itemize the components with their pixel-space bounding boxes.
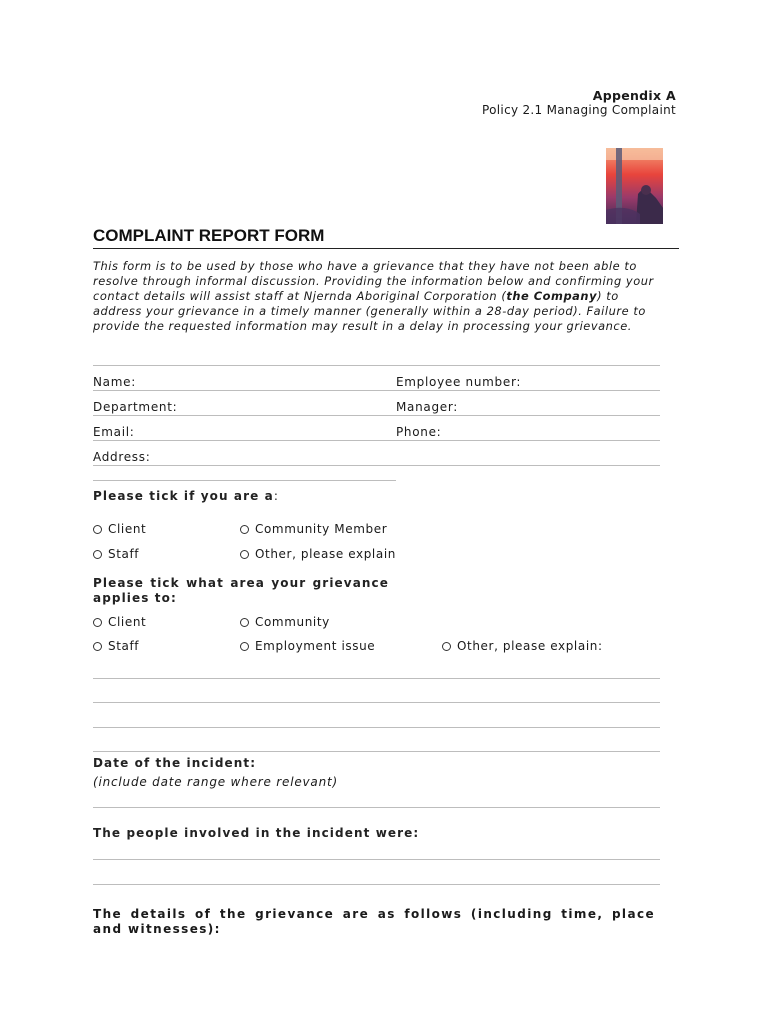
radio-circle-icon[interactable]: [93, 525, 102, 534]
people-line-2[interactable]: [93, 884, 660, 885]
address-field-line-2[interactable]: [93, 480, 396, 481]
area-heading: Please tick what area your grievance applies to:: [93, 576, 389, 605]
area-client-option[interactable]: [93, 615, 146, 629]
area-community-option[interactable]: [240, 615, 330, 629]
explain-line-3[interactable]: [93, 727, 660, 728]
email-field-line[interactable]: [93, 440, 660, 441]
people-line-1[interactable]: [93, 859, 660, 860]
you-are-other-option[interactable]: [240, 547, 396, 561]
option-label: Employment issue: [255, 639, 376, 653]
form-title: COMPLAINT REPORT FORM: [93, 226, 325, 245]
radio-circle-icon[interactable]: [240, 618, 249, 627]
organisation-logo-image: [606, 148, 663, 224]
you-are-heading: [93, 489, 279, 504]
area-other-option[interactable]: [442, 639, 603, 653]
divider: [93, 365, 660, 366]
employee-number-label: Employee number:: [396, 375, 522, 389]
name-label: Name:: [93, 375, 136, 389]
intro-company: the Company: [506, 289, 598, 303]
you-are-heading-colon: :: [273, 489, 280, 503]
radio-circle-icon[interactable]: [240, 642, 249, 651]
you-are-heading-text: Please tick if you are a: [93, 489, 274, 503]
intro-text-part1: This form is to be used by those who have a grievance that they have not been able to resolve through informal discussion. Providing the information below and confirming your contact details will assist staff at Njernda Aboriginal Corporation (: [93, 259, 654, 303]
email-label: Email:: [93, 425, 135, 439]
option-label: Staff: [108, 639, 140, 653]
phone-label: Phone:: [396, 425, 442, 439]
address-label: Address:: [93, 450, 151, 464]
you-are-staff-option[interactable]: [93, 547, 139, 561]
intro-paragraph: [93, 259, 663, 334]
intro-text-part2: ) to address your grievance in a timely manner (generally within a 28-day period). Failure to provide the requested information may result in a delay in processing your grievance.: [93, 289, 646, 333]
option-label: Client: [108, 522, 147, 536]
radio-circle-icon[interactable]: [442, 642, 451, 651]
radio-circle-icon[interactable]: [240, 525, 249, 534]
option-label: Other, please explain: [255, 547, 396, 561]
policy-reference: Policy 2.1 Managing Complaint: [482, 103, 676, 117]
department-field-line[interactable]: [93, 415, 660, 416]
area-employment-issue-option[interactable]: [240, 639, 375, 653]
name-field-line[interactable]: [93, 390, 660, 391]
area-staff-option[interactable]: [93, 639, 139, 653]
explain-line-1[interactable]: [93, 678, 660, 679]
option-label: Staff: [108, 547, 140, 561]
option-label: Client: [108, 615, 147, 629]
explain-line-4[interactable]: [93, 751, 660, 752]
manager-label: Manager:: [396, 400, 459, 414]
radio-circle-icon[interactable]: [93, 618, 102, 627]
title-divider: [93, 248, 679, 249]
option-label: Community: [255, 615, 330, 629]
incident-date-heading: Date of the incident:: [93, 756, 257, 770]
details-heading: The details of the grievance are as follows (including time, place and witnesses):: [93, 907, 655, 936]
you-are-client-option[interactable]: [93, 522, 146, 536]
radio-circle-icon[interactable]: [93, 642, 102, 651]
appendix-title: Appendix A: [592, 88, 676, 103]
address-field-line[interactable]: [93, 465, 660, 466]
radio-circle-icon[interactable]: [240, 550, 249, 559]
you-are-community-member-option[interactable]: [240, 522, 387, 536]
explain-line-2[interactable]: [93, 702, 660, 703]
incident-date-line[interactable]: [93, 807, 660, 808]
option-label: Community Member: [255, 522, 388, 536]
department-label: Department:: [93, 400, 178, 414]
incident-date-note: (include date range where relevant): [93, 775, 338, 789]
radio-circle-icon[interactable]: [93, 550, 102, 559]
option-label: Other, please explain:: [457, 639, 603, 653]
people-involved-heading: The people involved in the incident were:: [93, 826, 420, 840]
